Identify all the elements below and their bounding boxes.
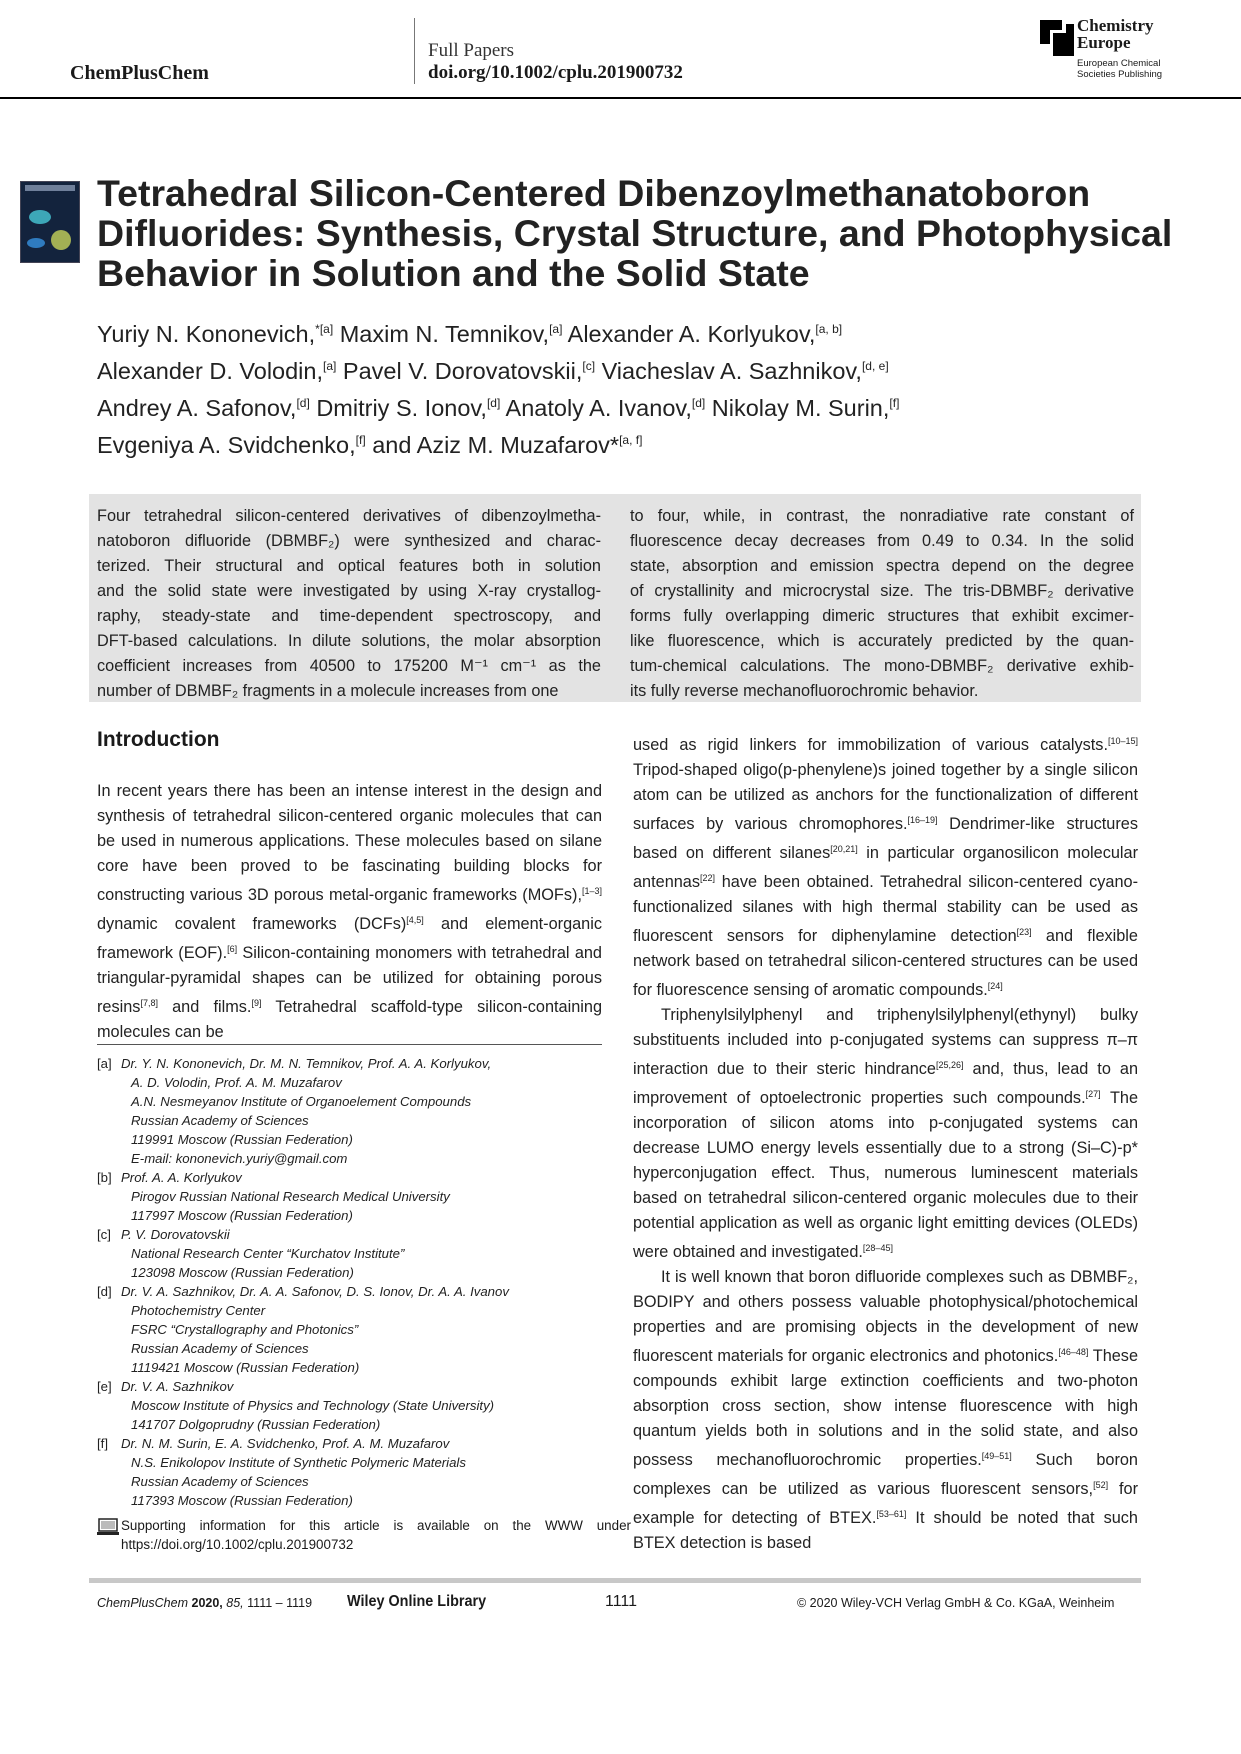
affiliation-entry [97, 1168, 607, 1225]
citation-reference[interactable]: [1–3] [581, 886, 602, 896]
abstract-column-left [97, 504, 601, 704]
affiliation-line: Moscow Institute of Physics and Technology (State University) [131, 1398, 495, 1413]
citation-reference[interactable]: [22] [700, 873, 716, 883]
affiliation-line: FSRC “Crystallography and Photonics” [131, 1322, 359, 1337]
citation-reference[interactable]: [27] [1085, 1089, 1101, 1099]
abstract-line: Four tetrahedral silicon-centered derivatives of dibenzoylmetha- [97, 507, 601, 525]
footer-citation: ChemPlusChem 2020, 85, 1111 – 1119 [97, 1596, 313, 1610]
affiliations-list [97, 1054, 607, 1510]
abstract-line: like fluorescence, which is accurately predicted by the quan- [630, 632, 1134, 650]
citation-reference[interactable]: [9] [251, 998, 262, 1008]
affiliation-entry [97, 1225, 607, 1282]
author-name: Andrey A. Safonov, [97, 395, 297, 421]
affiliation-line: A. D. Volodin, Prof. A. M. Muzafarov [131, 1075, 342, 1090]
citation-reference[interactable]: [16–19] [907, 815, 938, 825]
affiliation-tag: [c] [97, 1227, 111, 1242]
affiliation-line: P. V. Dorovatovskii [121, 1227, 230, 1242]
citation-reference[interactable]: [4,5] [406, 915, 424, 925]
body-paragraph: In recent years there has been an intense interest in the design and synthesis of tetrahedral silicon-centered organic molecules that can be used in numerous applications. These molecules based on silane core have been proved to be fascinating building blocks for constructing various 3D porous metal-organic frameworks (MOFs),[1–3] dynamic covalent frameworks (DCFs)[4,5] and element-organic framework (EOF).[6] Silicon-containing monomers with tetrahedral and triangular-pyramidal shapes can be utilized for obtaining porous resins[7,8] and films.[9] Tetrahedral scaffold-type silicon-containing molecules can be [97, 782, 602, 1041]
affiliation-tag: [e] [97, 1379, 112, 1394]
computer-monitor-icon [97, 1518, 119, 1536]
author-line: Andrey A. Safonov,[d] Dmitriy S. Ionov,[d] Anatoly A. Ivanov,[d] Nikolay M. Surin,[f] [97, 395, 900, 421]
abstract-line: its fully reverse mechanofluorochromic behavior. [630, 682, 979, 700]
body-column-left [97, 779, 602, 1045]
author-name: Alexander D. Volodin, [97, 358, 324, 384]
citation-reference[interactable]: [28–45] [862, 1243, 893, 1253]
affiliation-entry [97, 1377, 607, 1434]
affiliation-line: Dr. N. M. Surin, E. A. Svidchenko, Prof. A. M. Muzafarov [121, 1436, 450, 1451]
abstract-box [89, 494, 1141, 702]
citation-reference[interactable]: [6] [227, 944, 238, 954]
author-name: Dmitriy S. Ionov, [316, 395, 487, 421]
supporting-info-text[interactable]: Supporting information for this article is available on the WWW under https://doi.org/10.1002/cplu.201900732 [121, 1518, 631, 1552]
affiliation-line: Russian Academy of Sciences [131, 1113, 309, 1128]
citation-reference[interactable]: [24] [987, 981, 1003, 991]
affiliation-line: Prof. A. A. Korlyukov [121, 1170, 242, 1185]
abstract-line: to four, while, in contrast, the nonradiative rate constant of [630, 507, 1134, 525]
affiliation-line: 123098 Moscow (Russian Federation) [131, 1265, 354, 1280]
article-section: Full Papers [428, 40, 515, 61]
footnote-rule [97, 1044, 602, 1045]
wiley-online-library-link[interactable]: Wiley Online Library [347, 1593, 487, 1610]
abstract-line: terized. Their structural and optical features both in solution [97, 557, 601, 575]
author-name: Viacheslav A. Sazhnikov, [601, 358, 862, 384]
affiliation-line: Photochemistry Center [131, 1303, 266, 1318]
abstract-column-right [630, 504, 1134, 704]
affiliation-entry [97, 1434, 607, 1510]
citation-reference[interactable]: [23] [1016, 927, 1032, 937]
citation-reference[interactable]: [46–48] [1058, 1347, 1089, 1357]
affiliation-line: Dr. V. A. Sazhnikov, Dr. A. A. Safonov, D. S. Ionov, Dr. A. A. Ivanov [121, 1284, 509, 1299]
citation-reference[interactable]: [10–15] [1107, 736, 1138, 746]
affiliation-tag: [a] [97, 1056, 112, 1071]
affiliation-entry [97, 1282, 607, 1377]
affiliation-line: 141707 Dolgoprudny (Russian Federation) [131, 1417, 381, 1432]
publisher-subtitle: European Chemical Societies Publishing [1077, 58, 1163, 80]
citation-reference[interactable]: [49–51] [981, 1451, 1012, 1461]
affiliation-line: A.N. Nesmeyanov Institute of Organoelement Compounds [131, 1094, 472, 1109]
title-line: Behavior in Solution and the Solid State [97, 252, 810, 294]
abstract-line: raphy, steady-state and time-dependent spectroscopy, and [97, 607, 601, 625]
body-paragraph: used as rigid linkers for immobilization of various catalysts.[10–15] Tripod-shaped oligo(p-phenylene)s joined together by a single silicon atom can be utilized as anchors for the functionalization of different surfaces by various chromophores.[16–19] Dendrimer-like structures based on different silanes[20,21] in particular organosilicon molecular antennas[22] have been obtained. Tetrahedral silicon-centered cyano-functionalized silanes with high thermal stability can be used as fluorescent sensors for diphenylamine detection[23] and flexible network based on tetrahedral silicon-centered structures can be used for fluorescence sensing of aromatic compounds.[24] [633, 736, 1138, 999]
affiliation-line: N.S. Enikolopov Institute of Synthetic Polymeric Materials [131, 1455, 466, 1470]
citation-reference[interactable]: [25,26] [935, 1060, 964, 1070]
author-line: Yuriy N. Kononevich,$^{*[a]}$ Maxim N. Temnikov,[a] Alexander A. Korlyukov,[a, b] [97, 321, 843, 347]
article-title [97, 173, 1177, 293]
section-heading: Introduction [97, 728, 220, 751]
affiliation-line: Dr. V. A. Sazhnikov [121, 1379, 234, 1394]
body-paragraph: It is well known that boron difluoride complexes such as DBMBF₂, BODIPY and others possess valuable photophysical/photochemical properties and are promising objects in the development of new fluorescent materials for organic electronics and photonics.[46–48] These compounds exhibit large extinction coefficients and two-photon absorption cross section, show intense fluorescence with high quantum yields both in solutions and in the solid state, and also possess mechanofluorochromic properties.[49–51] Such boron complexes can be utilized as various fluorescent sensors,[52] for example for detecting of BTEX.[53–61] It should be noted that such BTEX detection is based [633, 1268, 1139, 1552]
abstract-line: forms fully overlapping dimeric structures that exhibit excimer- [630, 607, 1134, 625]
abstract-line: DFT-based calculations. In dilute solutions, the molar absorption [97, 632, 601, 650]
author-name: Maxim N. Temnikov, [339, 321, 550, 347]
affiliation-line: National Research Center “Kurchatov Institute” [131, 1246, 405, 1261]
publisher-logo-text: Chemistry Europe [1077, 16, 1154, 52]
affiliation-line: Russian Academy of Sciences [131, 1341, 309, 1356]
author-name: Alexander A. Korlyukov, [567, 321, 816, 347]
body-column-right [633, 729, 1138, 1556]
citation-reference[interactable]: [52] [1093, 1480, 1109, 1490]
affiliation-line: Pirogov Russian National Research Medical University [131, 1189, 450, 1204]
affiliation-email[interactable]: E-mail: kononevich.yuriy@gmail.com [131, 1151, 348, 1166]
citation-reference[interactable]: [53–61] [876, 1509, 907, 1519]
author-list [97, 313, 1177, 461]
journal-cover-thumbnail[interactable] [20, 181, 80, 263]
abstract-line: coefficient increases from 40500 to 175200 M⁻¹ cm⁻¹ as the [97, 657, 601, 675]
affiliation-entry [97, 1054, 607, 1168]
citation-reference[interactable]: [7,8] [140, 998, 158, 1008]
footer-copyright: © 2020 Wiley-VCH Verlag GmbH & Co. KGaA, Weinheim [797, 1596, 1115, 1610]
author-name: Yuriy N. Kononevich, [97, 321, 316, 347]
affiliation-line: 119991 Moscow (Russian Federation) [131, 1132, 353, 1147]
journal-name: ChemPlusChem [70, 62, 209, 84]
author-line: Evgeniya A. Svidchenko,[f] and Aziz M. Muzafarov*[a, f] [97, 432, 643, 458]
abstract-line: of crystallinity and microcrystal size. The tris-DBMBF₂ derivative [630, 582, 1134, 600]
header-divider [414, 18, 415, 84]
body-paragraph: Triphenylsilylphenyl and triphenylsilylphenyl(ethynyl) bulky substituents included into p-conjugated systems can suppress π–π interaction due to their steric hindrance[25,26] and, thus, lead to an improvement of optoelectronic properties such compounds.[27] The incorporation of silicon atoms into p-conjugated systems can decrease LUMO energy levels essentially due to a strong (Si–C)-p* hyperconjugation effect. Thus, numerous luminescent materials based on tetrahedral silicon-centered organic molecules due to their potential application as well as organic light emitting devices (OLEDs) were obtained and investigated.[28–45] [633, 1006, 1139, 1261]
author-name: and Aziz M. Muzafarov* [372, 432, 620, 458]
affiliation-tag: [f] [97, 1436, 108, 1451]
author-name: Pavel V. Dorovatovskii, [342, 358, 583, 384]
citation-reference[interactable]: [20,21] [830, 844, 858, 854]
affiliation-line: Russian Academy of Sciences [131, 1474, 309, 1489]
affiliation-line: Dr. Y. N. Kononevich, Dr. M. N. Temnikov, Prof. A. A. Korlyukov, [121, 1056, 492, 1071]
author-name: Evgeniya A. Svidchenko, [97, 432, 356, 458]
abstract-line: number of DBMBF₂ fragments in a molecule increases from one [97, 682, 559, 700]
author-name: Anatoly A. Ivanov, [505, 395, 692, 421]
page-number: 1111 [605, 1593, 638, 1610]
title-line: Difluorides: Synthesis, Crystal Structure, and Photophysical [97, 212, 1173, 254]
title-line: Tetrahedral Silicon-Centered Dibenzoylmethanatoboron [97, 172, 1091, 214]
chemistry-europe-logo-icon [1040, 20, 1080, 56]
abstract-line: state, absorption and emission spectra depend on the degree [630, 557, 1134, 575]
header-rule [0, 97, 1241, 99]
affiliation-tag: [b] [97, 1170, 112, 1185]
abstract-line: and the solid state were investigated by using X-ray crystallog- [97, 582, 601, 600]
affiliation-line: 117393 Moscow (Russian Federation) [131, 1493, 353, 1508]
affiliation-tag: [d] [97, 1284, 112, 1299]
affiliation-line: 117997 Moscow (Russian Federation) [131, 1208, 353, 1223]
abstract-line: natoboron difluoride (DBMBF₂) were synthesized and charac- [97, 532, 601, 550]
abstract-line: tum-chemical calculations. The mono-DBMBF₂ derivative exhib- [630, 657, 1134, 675]
supporting-information-note [97, 1516, 631, 1554]
author-line: Alexander D. Volodin,[a] Pavel V. Dorovatovskii,[c] Viacheslav A. Sazhnikov,[d, e] [97, 358, 889, 384]
article-doi-link[interactable]: doi.org/10.1002/cplu.201900732 [428, 62, 683, 83]
affiliation-line: 1119421 Moscow (Russian Federation) [131, 1360, 360, 1375]
author-name: Nikolay M. Surin, [711, 395, 890, 421]
footer-rule [89, 1578, 1141, 1583]
abstract-line: fluorescence decay decreases from 0.49 to 0.34. In the solid [630, 532, 1134, 550]
